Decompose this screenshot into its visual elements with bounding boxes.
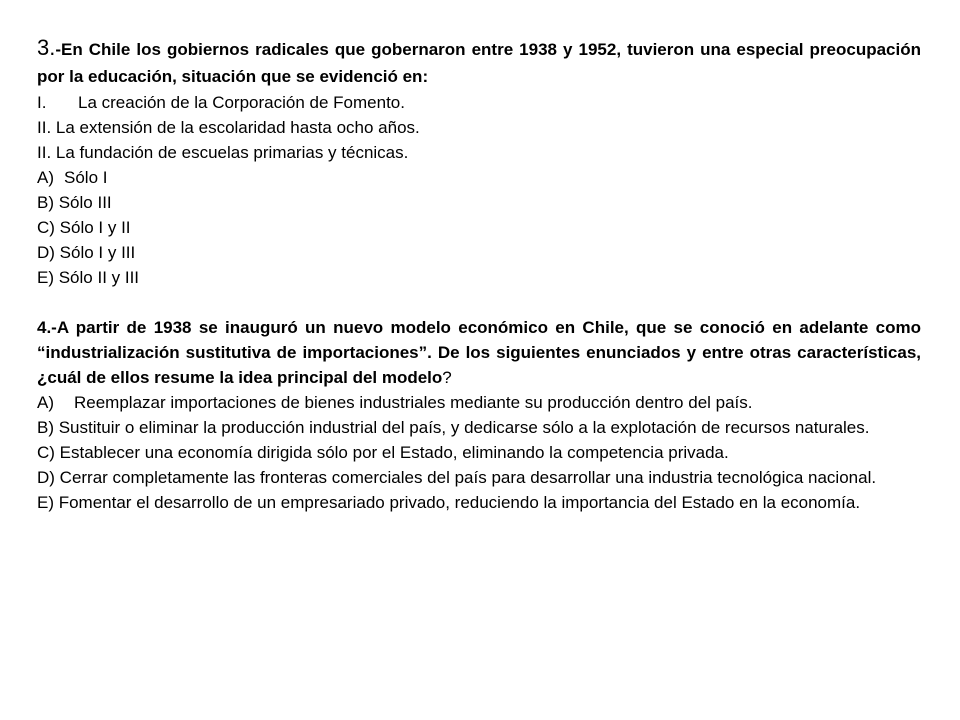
q4-option-e (37, 490, 921, 515)
q4-option-c (37, 440, 921, 465)
q3-option-a (37, 165, 921, 190)
statement-3-text: II. La fundación de escuelas primarias y técnicas. (37, 143, 409, 162)
q3-option-a-text: Sólo I (64, 168, 108, 187)
q3-option-a-marker: A) (37, 168, 54, 187)
statement-3 (37, 140, 921, 165)
q3-option-d (37, 240, 921, 265)
statement-2-text: II. La extensión de la escolaridad hasta ocho años. (37, 118, 420, 137)
q4-option-b-text: B) Sustituir o eliminar la producción industrial del país, y dedicarse sólo a la explotación de recursos naturales. (37, 418, 870, 437)
question-3-number: 3. (37, 35, 56, 60)
question-spacer (37, 290, 921, 315)
q4-option-b (37, 415, 921, 440)
q3-option-d-text: D) Sólo I y III (37, 243, 136, 262)
question-4-stem (37, 315, 921, 390)
q4-option-d-text: D) Cerrar completamente las fronteras comerciales del país para desarrollar una industria tecnológica nacional. (37, 468, 877, 487)
question-3-text: -En Chile los gobiernos radicales que gobernaron entre 1938 y 1952, tuvieron una especial preocupación por la educación, situación que se evidenció en: (37, 40, 921, 86)
question-4-mark: ? (442, 368, 452, 387)
statement-2 (37, 115, 921, 140)
q3-option-b-text: B) Sólo III (37, 193, 112, 212)
question-3 (37, 34, 921, 290)
q3-option-c-text: C) Sólo I y II (37, 218, 131, 237)
statement-1-marker: I. (37, 93, 47, 112)
q4-option-a (37, 390, 921, 415)
q4-option-a-marker: A) (37, 393, 54, 412)
statement-1-text: La creación de la Corporación de Fomento. (78, 93, 405, 112)
q3-option-e-text: E) Sólo II y III (37, 268, 140, 287)
q4-option-d (37, 465, 921, 490)
q3-option-b (37, 190, 921, 215)
q4-option-e-text: E) Fomentar el desarrollo de un empresariado privado, reduciendo la importancia del Estado en la economía. (37, 493, 861, 512)
document-page (37, 34, 921, 515)
q3-option-e (37, 265, 921, 290)
q4-option-a-text: Reemplazar importaciones de bienes industriales mediante su producción dentro del país. (74, 393, 753, 412)
q3-option-c (37, 215, 921, 240)
question-4 (37, 315, 921, 515)
question-4-text: 4.-A partir de 1938 se inauguró un nuevo modelo económico en Chile, que se conoció en adelante como “industrialización sustitutiva de importaciones”. De los siguientes enunciados y entre otras características, ¿cuál de ellos resume la idea principal del modelo (37, 318, 921, 387)
question-3-stem (37, 34, 921, 90)
statement-1 (37, 90, 921, 115)
q4-option-c-text: C) Establecer una economía dirigida sólo por el Estado, eliminando la competencia privada. (37, 443, 729, 462)
